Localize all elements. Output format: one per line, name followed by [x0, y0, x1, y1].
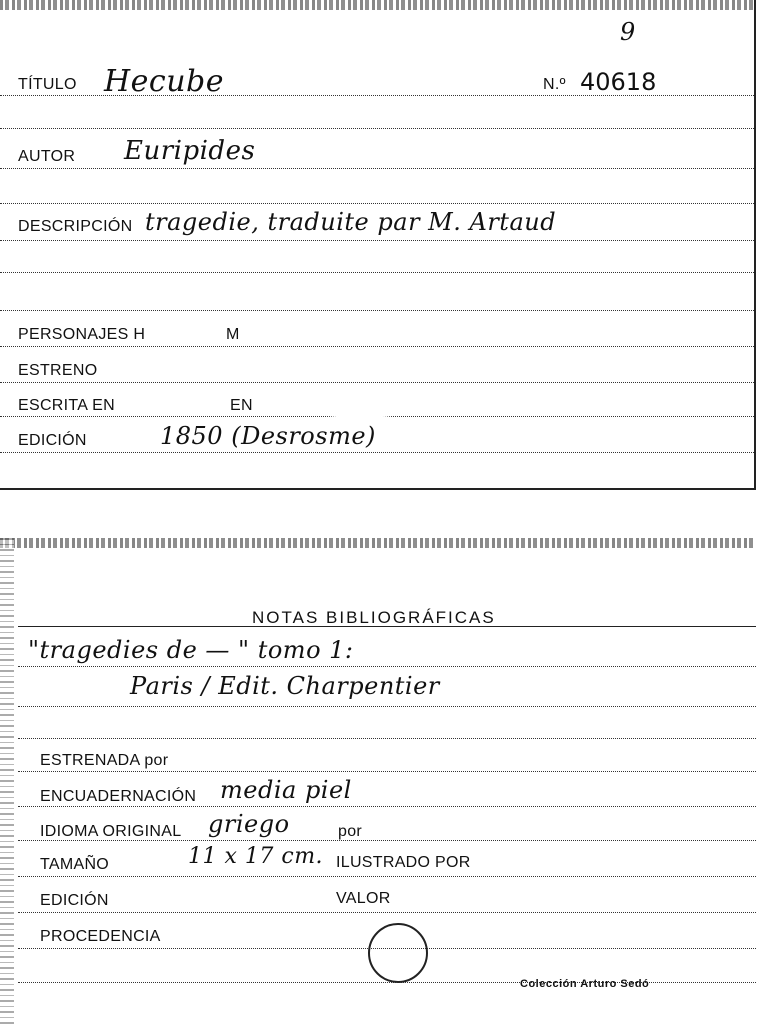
estrenada-label: ESTRENADA por: [40, 752, 169, 769]
edicion-label-2: EDICIÓN: [40, 892, 109, 909]
descripcion-value: tragedie, traduite par M. Artaud: [145, 208, 557, 236]
valor-label: VALOR: [336, 890, 391, 907]
titulo-label: TÍTULO: [18, 76, 77, 93]
estreno-label: ESTRENO: [18, 362, 98, 379]
procedencia-label: PROCEDENCIA: [40, 928, 161, 945]
idioma-value: griego: [208, 810, 290, 838]
notes-line-2: Paris / Edit. Charpentier: [130, 672, 440, 700]
idioma-label: IDIOMA ORIGINAL: [40, 823, 182, 840]
torn-top-edge: [0, 0, 754, 10]
torn-left-edge: [0, 538, 14, 1028]
ilustrado-label: ILUSTRADO POR: [336, 854, 471, 871]
edicion-label: EDICIÓN: [18, 432, 87, 449]
autor-label: AUTOR: [18, 148, 76, 165]
torn-top-edge: [0, 538, 756, 548]
collection-stamp: [368, 923, 428, 983]
autor-value: Euripides: [124, 136, 256, 166]
collection-label: Colección Arturo Sedó: [520, 978, 650, 990]
tamano-value: 11 x 17 cm.: [188, 844, 324, 869]
notas-heading: NOTAS BIBLIOGRÁFICAS: [252, 608, 496, 627]
tamano-label: TAMAÑO: [40, 856, 110, 873]
edicion-value: 1850 (Desrosme): [160, 422, 376, 450]
personajes-label: PERSONAJES H: [18, 326, 146, 343]
notes-line-1: "tragedies de — " tomo 1:: [28, 636, 354, 664]
escrita-en-label: EN: [230, 397, 253, 414]
encuadernacion-label: ENCUADERNACIÓN: [40, 788, 197, 805]
escrita-label: ESCRITA EN: [18, 397, 115, 414]
numero-value: 40618: [580, 68, 657, 96]
titulo-value: Hecube: [104, 64, 224, 99]
personajes-m-label: M: [226, 326, 240, 343]
corner-mark: 9: [620, 18, 636, 46]
encuadernacion-value: media piel: [220, 776, 352, 804]
descripcion-label: DESCRIPCIÓN: [18, 218, 133, 235]
idioma-por-label: por: [338, 823, 363, 840]
catalog-card-back: [0, 538, 756, 1028]
catalog-card-front: [0, 0, 756, 490]
numero-label: N.º: [543, 76, 566, 93]
